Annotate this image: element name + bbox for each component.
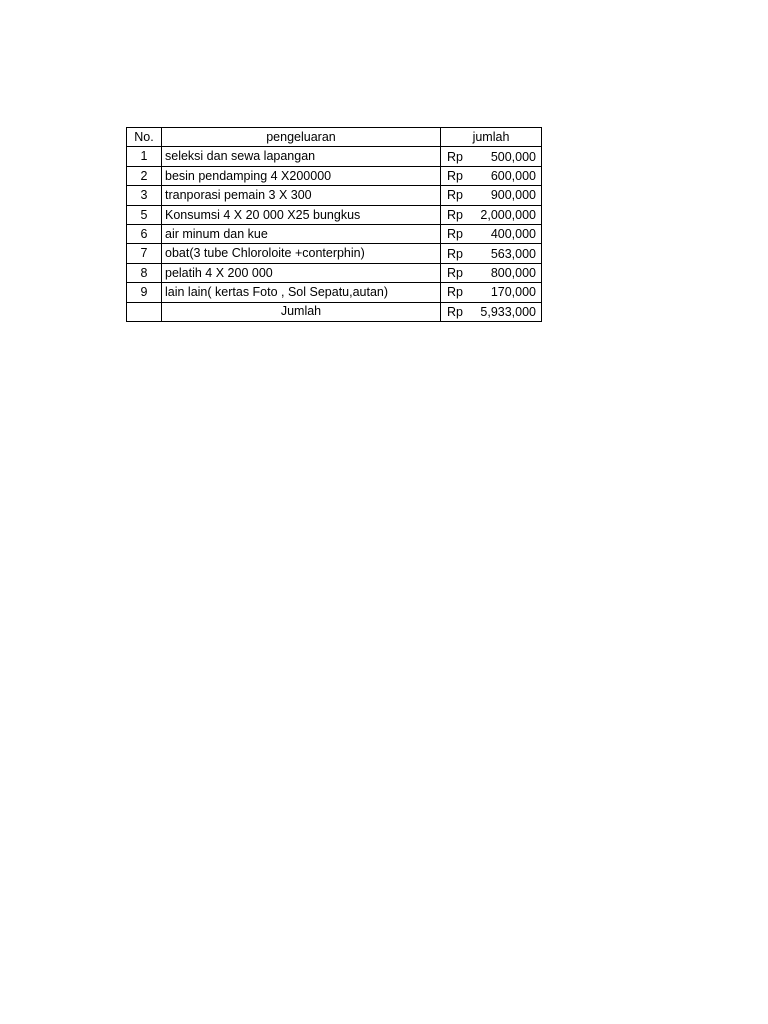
total-label: Jumlah [162,302,441,321]
row-amount: 400,000 [490,226,536,241]
row-amount: 800,000 [490,265,536,280]
total-empty-cell [127,302,162,321]
row-currency: Rp [447,246,463,261]
row-currency: Rp [447,149,463,164]
row-amount-cell [441,224,542,243]
row-currency: Rp [447,168,463,183]
row-number: 2 [127,166,162,185]
row-description: pelatih 4 X 200 000 [162,263,441,282]
total-amount-cell [441,302,542,321]
row-amount: 900,000 [490,188,536,203]
row-description: air minum dan kue [162,224,441,243]
row-number: 7 [127,244,162,263]
header-no: No. [127,128,162,147]
table-row [127,205,542,224]
table-row [127,166,542,185]
table-row [127,244,542,263]
row-currency: Rp [447,188,463,203]
row-description: lain lain( kertas Foto , Sol Sepatu,autan) [162,283,441,302]
table-row [127,147,542,166]
row-currency: Rp [447,265,463,280]
table-row [127,186,542,205]
row-number: 1 [127,147,162,166]
row-number: 3 [127,186,162,205]
expense-table [126,127,542,322]
header-row [127,128,542,147]
total-currency: Rp [447,304,463,319]
row-description: obat(3 tube Chloroloite +conterphin) [162,244,441,263]
row-amount: 2,000,000 [480,207,536,222]
row-number: 9 [127,283,162,302]
table-body [127,147,542,322]
row-amount: 500,000 [490,149,536,164]
row-amount-cell [441,205,542,224]
row-number: 5 [127,205,162,224]
row-description: Konsumsi 4 X 20 000 X25 bungkus [162,205,441,224]
row-description: seleksi dan sewa lapangan [162,147,441,166]
total-row [127,302,542,321]
row-amount: 170,000 [490,285,536,300]
row-amount: 600,000 [490,168,536,183]
row-amount: 563,000 [490,246,536,261]
row-number: 6 [127,224,162,243]
header-description: pengeluaran [162,128,441,147]
header-amount: jumlah [441,128,542,147]
row-description: tranporasi pemain 3 X 300 [162,186,441,205]
total-amount: 5,933,000 [480,304,536,319]
row-number: 8 [127,263,162,282]
row-currency: Rp [447,226,463,241]
row-amount-cell [441,166,542,185]
row-amount-cell [441,244,542,263]
row-amount-cell [441,186,542,205]
row-amount-cell [441,147,542,166]
table-row [127,224,542,243]
row-amount-cell [441,283,542,302]
table-row [127,263,542,282]
row-currency: Rp [447,207,463,222]
row-amount-cell [441,263,542,282]
row-currency: Rp [447,285,463,300]
table-row [127,283,542,302]
table-header [127,128,542,147]
row-description: besin pendamping 4 X200000 [162,166,441,185]
